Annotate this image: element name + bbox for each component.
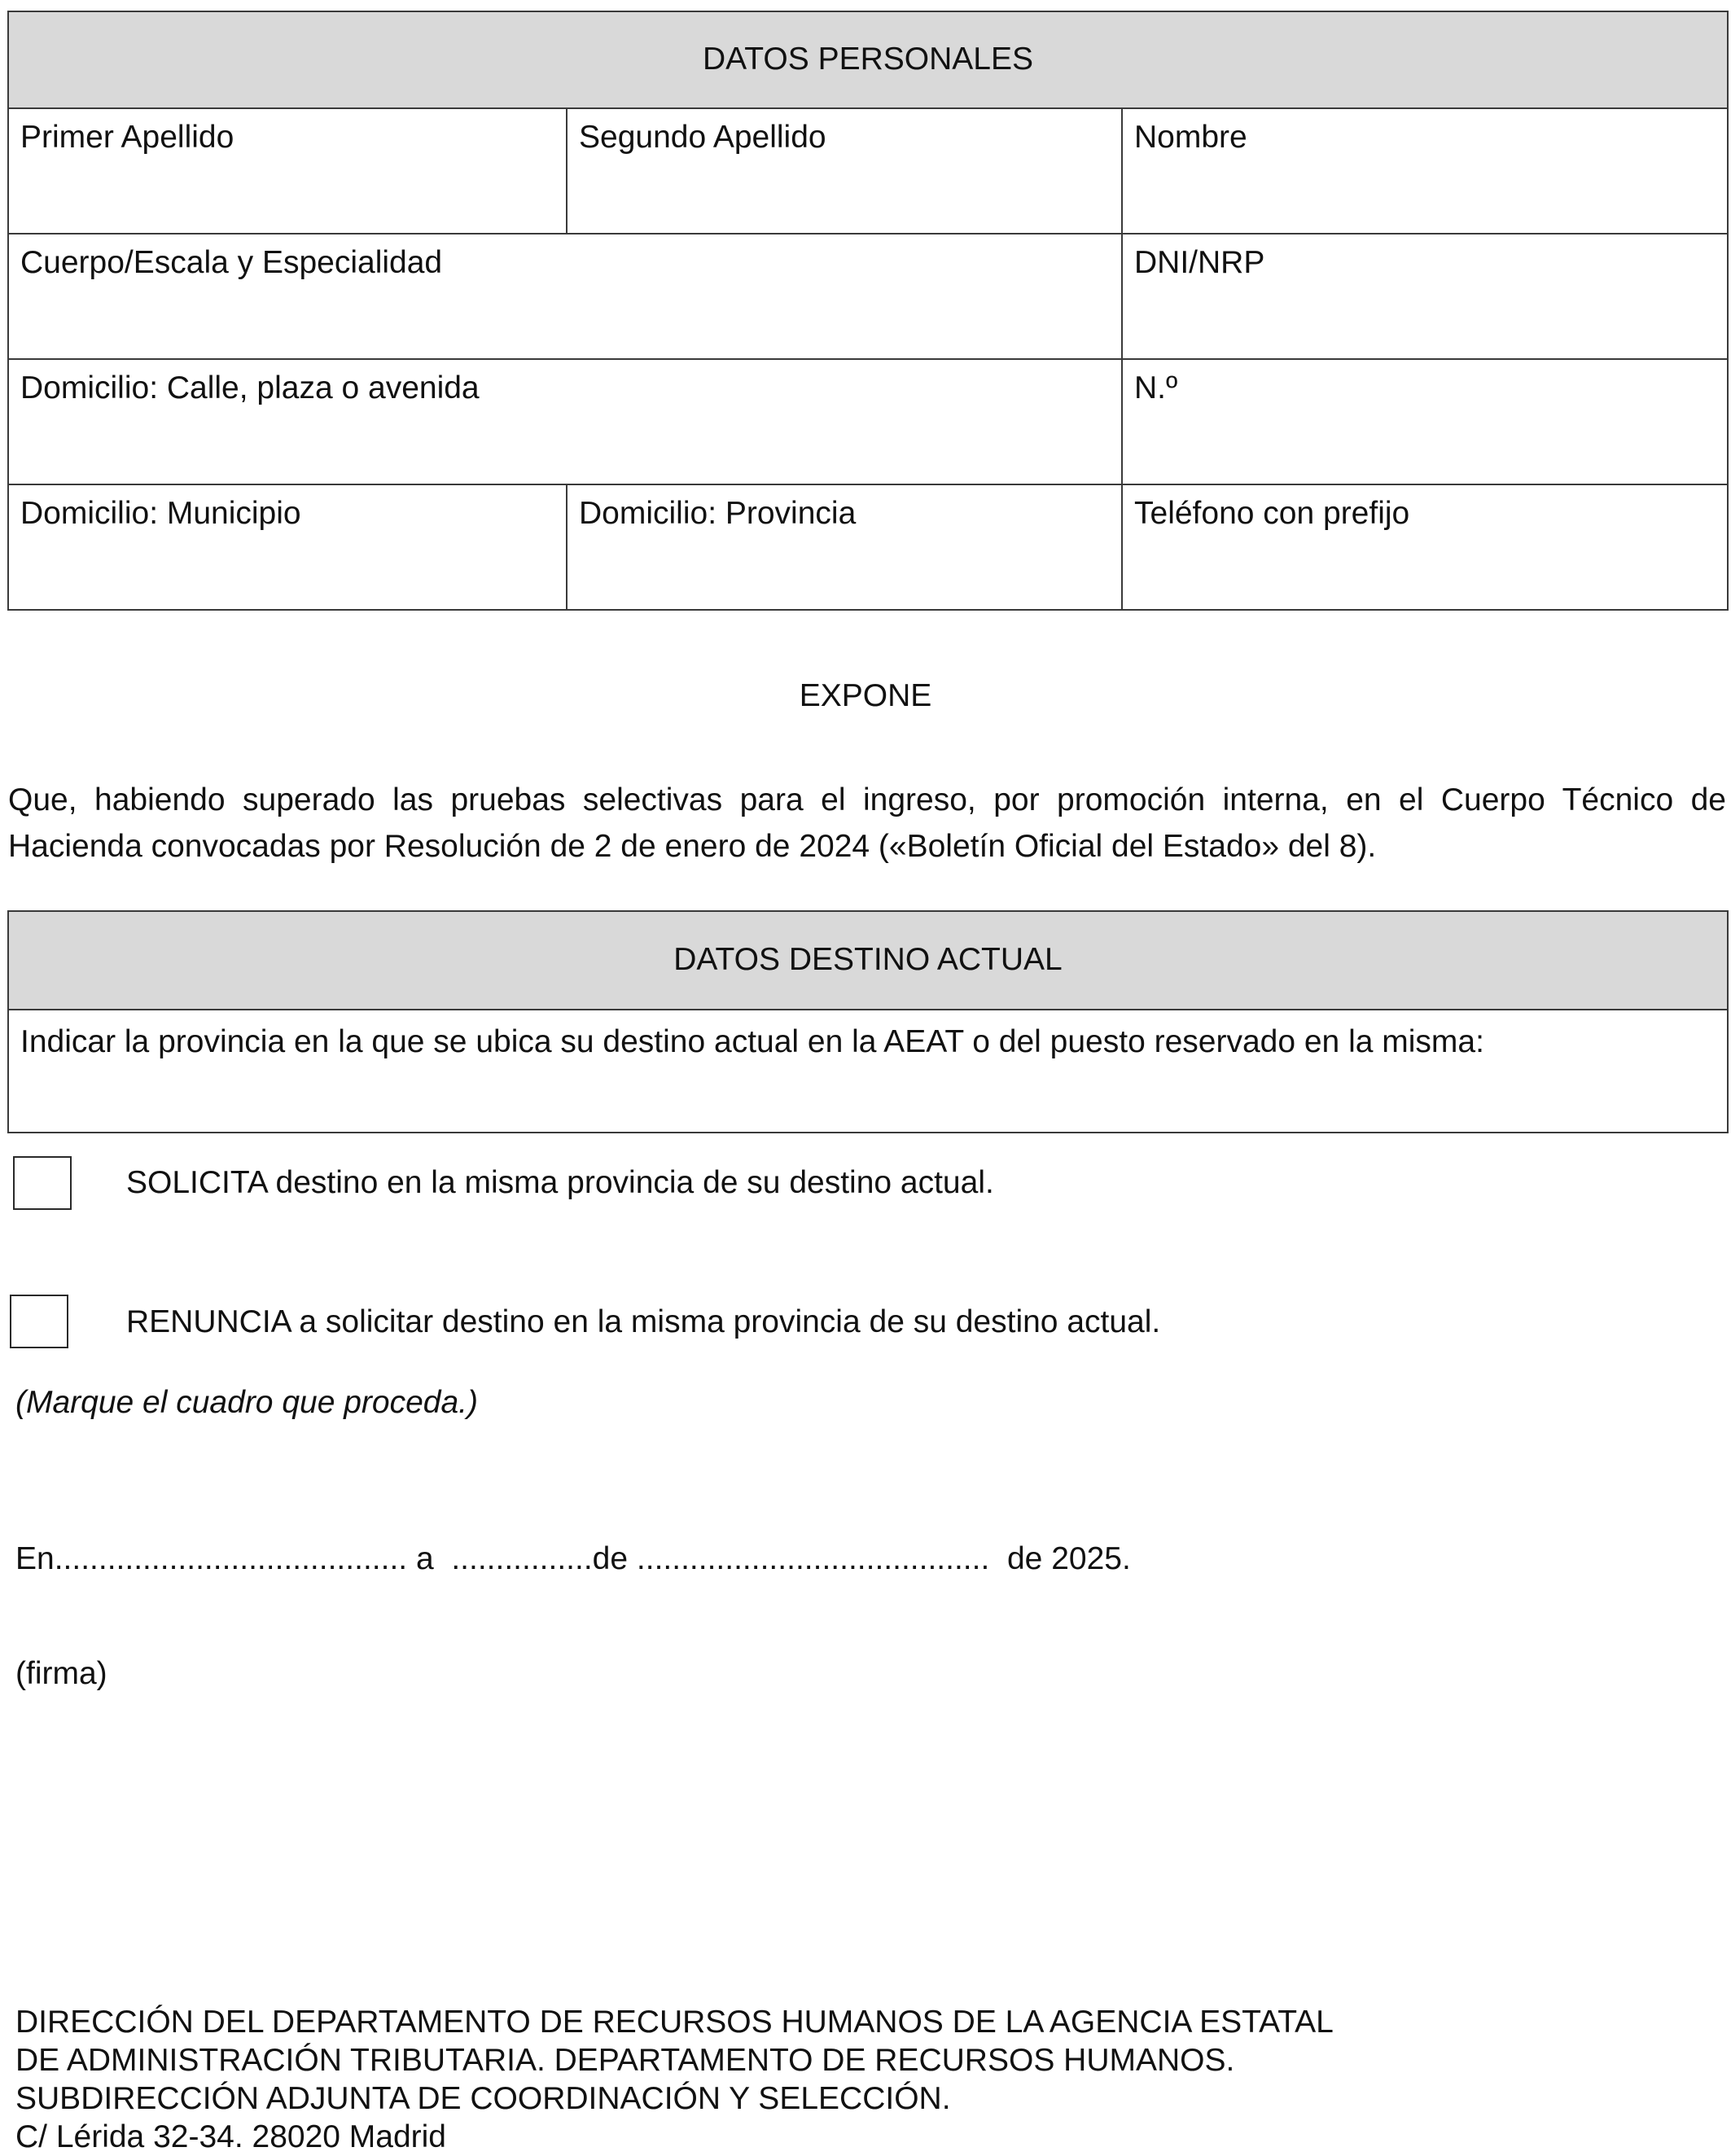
current-destination-header: DATOS DESTINO ACTUAL <box>8 911 1728 1010</box>
date-line[interactable]: En........................................ a ................de ........................................ de 2025. <box>15 1541 1131 1576</box>
footer-line-2: DE ADMINISTRACIÓN TRIBUTARIA. DEPARTAMENTO DE RECURSOS HUMANOS. <box>15 2043 1235 2078</box>
current-province-field[interactable] <box>8 1010 1728 1133</box>
solicita-checkbox[interactable] <box>13 1156 72 1210</box>
renuncia-label: RENUNCIA a solicitar destino en la misma provincia de su destino actual. <box>126 1304 1161 1339</box>
footer-line-4: C/ Lérida 32-34. 28020 Madrid <box>15 2119 446 2154</box>
name-field[interactable] <box>1122 108 1728 234</box>
province-label: Domicilio: Provincia <box>579 496 857 531</box>
current-province-label: Indicar la provincia en la que se ubica su destino actual en la AEAT o del puesto reservado en la misma: <box>20 1024 1484 1059</box>
personal-data-table <box>7 11 1729 611</box>
address-number-field[interactable] <box>1122 359 1728 484</box>
dni-field[interactable] <box>1122 234 1728 359</box>
footer-address <box>15 2003 1334 2156</box>
province-field[interactable] <box>567 484 1122 610</box>
phone-label: Teléfono con prefijo <box>1134 496 1410 531</box>
phone-field[interactable] <box>1122 484 1728 610</box>
checkbox-hint: (Marque el cuadro que proceda.) <box>15 1385 478 1420</box>
signature-label: (firma) <box>15 1656 107 1691</box>
first-surname-field[interactable] <box>8 108 567 234</box>
name-label: Nombre <box>1134 120 1247 155</box>
solicita-label: SOLICITA destino en la misma provincia de su destino actual. <box>126 1165 994 1200</box>
expone-paragraph: Que, habiendo superado las pruebas selectivas para el ingreso, por promoción interna, en el Cuerpo Técnico de Hacienda convocadas por Resolución de 2 de enero de 2024 («Boletín Oficial del Estado» del 8). <box>8 782 1726 864</box>
address-street-field[interactable] <box>8 359 1122 484</box>
renuncia-checkbox[interactable] <box>10 1295 68 1348</box>
dni-label: DNI/NRP <box>1134 245 1265 280</box>
address-number-label: N.º <box>1134 370 1178 405</box>
first-surname-label: Primer Apellido <box>20 120 234 155</box>
footer-line-1: DIRECCIÓN DEL DEPARTAMENTO DE RECURSOS HUMANOS DE LA AGENCIA ESTATAL <box>15 2005 1334 2040</box>
second-surname-field[interactable] <box>567 108 1122 234</box>
current-destination-table <box>7 910 1729 1133</box>
address-street-label: Domicilio: Calle, plaza o avenida <box>20 370 480 405</box>
expone-heading: EXPONE <box>799 678 932 713</box>
municipality-field[interactable] <box>8 484 567 610</box>
municipality-label: Domicilio: Municipio <box>20 496 301 531</box>
personal-data-header: DATOS PERSONALES <box>8 11 1728 108</box>
corps-specialty-label: Cuerpo/Escala y Especialidad <box>20 245 443 280</box>
corps-specialty-field[interactable] <box>8 234 1122 359</box>
second-surname-label: Segundo Apellido <box>579 120 826 155</box>
footer-line-3: SUBDIRECCIÓN ADJUNTA DE COORDINACIÓN Y SELECCIÓN. <box>15 2081 951 2116</box>
